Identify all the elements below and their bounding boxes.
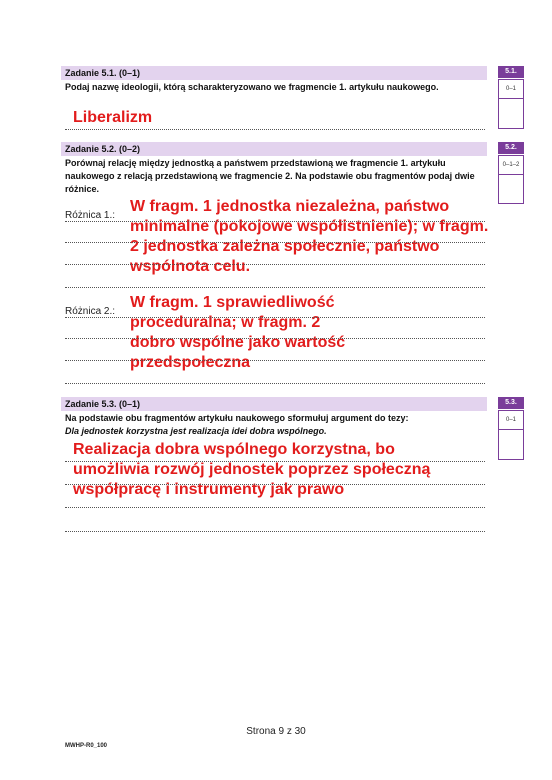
score-range-5-3: 0–1 [499, 411, 523, 430]
answer-line [65, 507, 485, 508]
score-range-5-2: 0–1–2 [499, 156, 523, 175]
answer-line [65, 129, 485, 130]
page-number: Strona 9 z 30 [246, 726, 306, 737]
task-5-1-prompt: Podaj nazwę ideologii, którą scharakteryzowano we fragmencie 1. artykułu naukowego. [65, 82, 439, 92]
score-tab-5-2: 5.2. [498, 142, 524, 154]
answer-line [65, 317, 485, 318]
score-range-5-1: 0–1 [499, 80, 523, 99]
task-5-3-prompt [65, 412, 485, 438]
answer-line [65, 461, 485, 462]
score-box-5-2[interactable] [498, 155, 524, 204]
answer-line [65, 264, 485, 265]
answer-line [65, 287, 485, 288]
task-5-1-header: Zadanie 5.1. (0–1) [61, 66, 487, 80]
answer-line [65, 360, 485, 361]
task-5-2-header: Zadanie 5.2. (0–2) [61, 142, 487, 156]
answer-line [65, 338, 485, 339]
score-box-5-1[interactable] [498, 79, 524, 129]
answer-line [65, 383, 485, 384]
task-5-3-header: Zadanie 5.3. (0–1) [61, 397, 487, 411]
score-tab-5-1: 5.1. [498, 66, 524, 78]
score-tab-5-3: 5.3. [498, 397, 524, 409]
difference-2-label: Różnica 2.: [65, 306, 116, 317]
answer-line [65, 531, 485, 532]
score-box-5-3[interactable] [498, 410, 524, 460]
difference-1-answer[interactable]: W fragm. 1 jednostka niezależna, państwo minimalne (pokojowe współistnienie); w fragm. 2 jednostka zależna społecznie, państwo wspólnota celu. [130, 198, 489, 275]
answer-line [65, 242, 485, 243]
document-code: MWHP-R0_100 [65, 743, 108, 749]
task-5-3-instruction: Na podstawie obu fragmentów artykułu naukowego sformułuj argument do tezy: [65, 413, 409, 423]
task-5-3-answer[interactable]: Realizacja dobra wspólnego korzystna, bo umożliwia rozwój jednostek poprzez społeczną współpracę i instrumenty jak prawo [73, 441, 431, 498]
task-5-3-thesis: Dla jednostek korzystna jest realizacja idei dobra wspólnego. [65, 426, 327, 436]
answer-line [65, 221, 485, 222]
task-5-1-answer[interactable]: Liberalizm [73, 109, 153, 126]
task-5-2-prompt: Porównaj relację między jednostką a państwem przedstawioną we fragmencie 1. artykułu naukowego z relacją przedstawioną we fragmencie 2. Na podstawie obu fragmentów podaj dwie różnice. [65, 158, 475, 194]
difference-1-label: Różnica 1.: [65, 210, 116, 221]
difference-2-answer[interactable]: W fragm. 1 sprawiedliwość proceduralna; w fragm. 2 dobro wspólne jako wartość przedspołeczna [130, 294, 346, 371]
answer-line [65, 484, 485, 485]
